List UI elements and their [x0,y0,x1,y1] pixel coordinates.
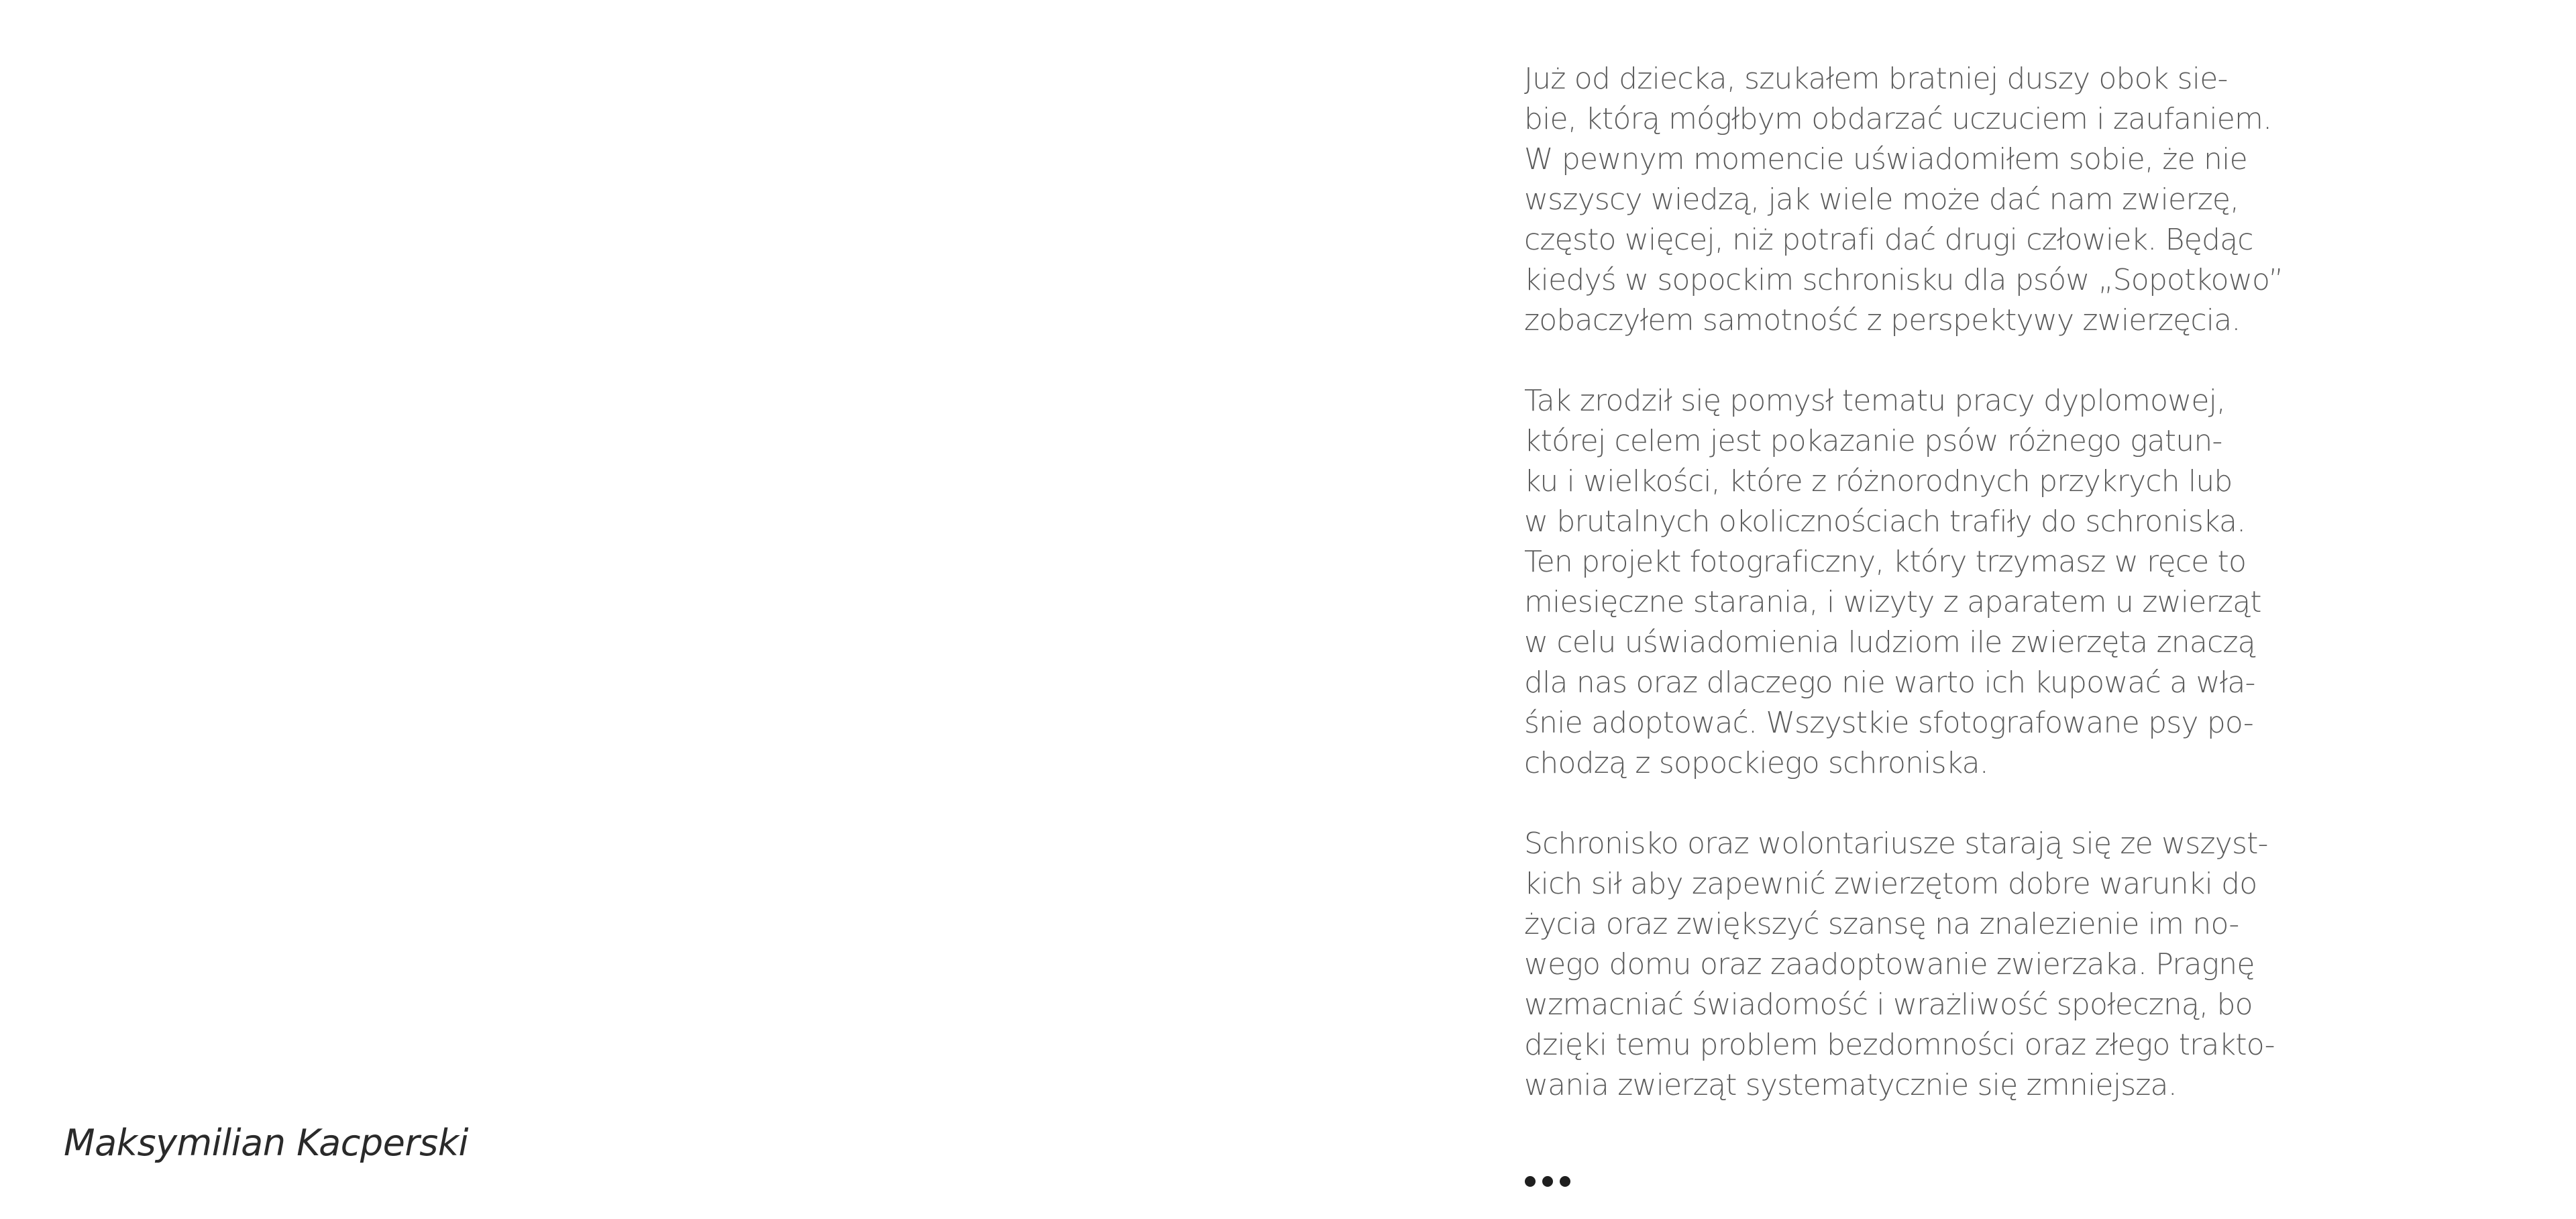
body-text [1524,59,2296,1146]
author-name: Maksymilian Kacperski [64,1122,469,1164]
text-line: W pewnym momencie uświadomiłem sobie, że nie [1524,142,2247,176]
paragraph-3 [1524,824,2296,1106]
text-line: wzmacniać świadomość i wrażliwość społeczną, bo [1524,988,2253,1022]
text-line: ku i wielkości, które z różnorodnych przykrych lub [1524,464,2233,498]
text-line: wania zwierząt systematycznie się zmniejsza. [1524,1068,2177,1102]
text-line: dzięki temu problem bezdomności oraz złego trakto- [1524,1028,2275,1062]
text-line: kiedyś w sopockim schronisku dla psów „Sopotkowo” [1524,263,2284,297]
paragraph-1 [1524,59,2296,341]
dot-icon [1542,1176,1553,1187]
text-line: życia oraz zwiększyć szansę na znalezienie im no- [1524,907,2239,941]
text-line: Tak zrodził się pomysł tematu pracy dyplomowej, [1524,384,2226,418]
text-line: której celem jest pokazanie psów różnego gatun- [1524,424,2222,458]
text-line: dla nas oraz dlaczego nie warto ich kupować a wła- [1524,666,2255,700]
paragraph-2 [1524,381,2296,784]
ellipsis-dots-icon [1525,1176,1570,1187]
text-line: miesięczne starania, i wizyty z aparatem u zwierząt [1524,585,2261,619]
text-line: zobaczyłem samotność z perspektywy zwierzęcia. [1524,303,2241,337]
text-line: w brutalnych okolicznościach trafiły do schroniska. [1524,505,2246,539]
text-line: bie, którą mógłbym obdarzać uczuciem i zaufaniem. [1524,102,2272,136]
text-line: chodzą z sopockiego schroniska. [1524,746,1988,780]
text-line: Schronisko oraz wolontariusze starają się ze wszyst- [1524,827,2268,861]
text-line: często więcej, niż potrafi dać drugi człowiek. Będąc [1524,223,2253,257]
dot-icon [1560,1176,1570,1187]
text-line: śnie adoptować. Wszystkie sfotografowane psy po- [1524,706,2253,740]
text-line: wszyscy wiedzą, jak wiele może dać nam zwierzę, [1524,182,2239,217]
text-line: wego domu oraz zaadoptowanie zwierzaka. Pragnę [1524,947,2255,982]
text-line: Już od dziecka, szukałem bratniej duszy obok sie- [1524,62,2228,96]
text-line: w celu uświadomienia ludziom ile zwierzęta znaczą [1524,625,2255,659]
text-line: Ten projekt fotograficzny, który trzymasz w ręce to [1524,545,2247,579]
dot-icon [1525,1176,1536,1187]
text-line: kich sił aby zapewnić zwierzętom dobre warunki do [1524,867,2257,901]
